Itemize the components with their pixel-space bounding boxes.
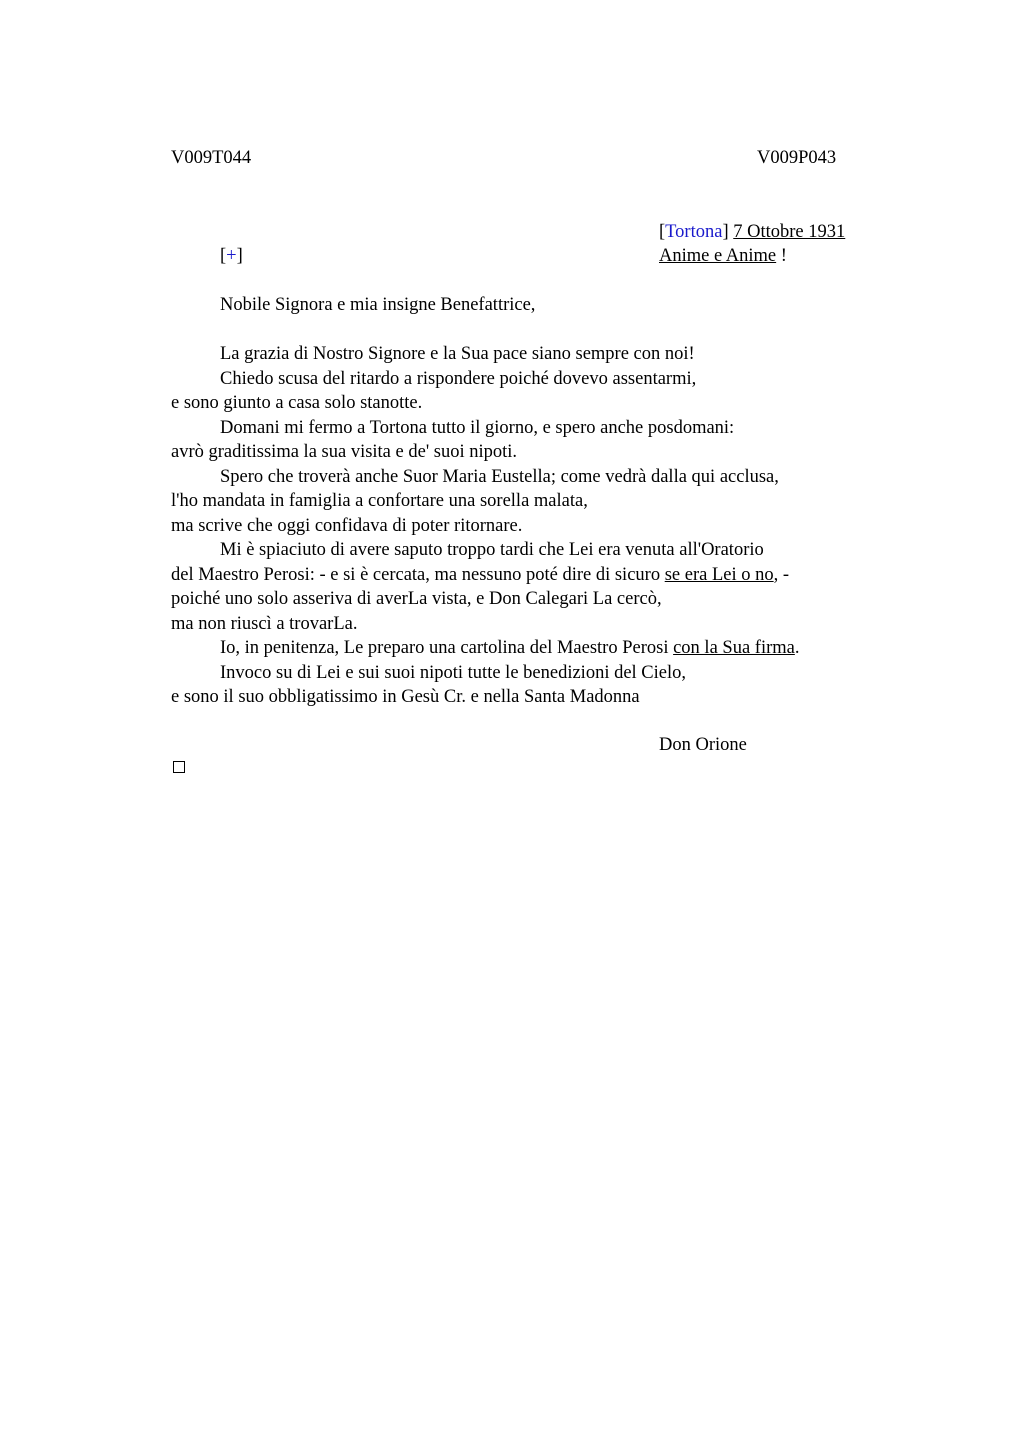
body-line: La grazia di Nostro Signore e la Sua pace siano sempre con noi! — [220, 344, 695, 364]
underlined-phrase: se era Lei o no — [664, 564, 774, 585]
body-line: ma non riuscì a trovarLa. — [171, 613, 358, 634]
body-line: Spero che troverà anche Suor Maria Eustella; come vedrà dalla qui acclusa, — [220, 466, 779, 487]
document-code-right: V009P043 — [757, 148, 837, 168]
body-line: e sono giunto a casa solo stanotte. — [171, 393, 423, 413]
place-link[interactable]: Tortona — [665, 222, 723, 242]
body-line — [171, 563, 891, 588]
cross-bracket-open: [ — [220, 246, 227, 266]
salutation: Nobile Signora e mia insigne Benefattrice, — [220, 295, 536, 315]
cross-bracket-close: ] — [236, 246, 243, 266]
underlined-phrase: con la Sua firma — [673, 638, 795, 658]
body-text-span: , - — [773, 564, 790, 585]
body-line: Invoco su di Lei e sui suoi nipoti tutte le benedizioni del Cielo, — [220, 662, 687, 683]
body-line: l'ho mandata in famiglia a confortare una sorella malata, — [171, 491, 588, 511]
body-line: avrò graditissima la sua visita e de' suoi nipoti. — [171, 442, 518, 462]
signature: Don Orione — [659, 735, 747, 755]
body-line: Domani mi fermo a Tortona tutto il giorno, e spero anche posdomani: — [220, 417, 735, 438]
motto-suffix: ! — [776, 246, 787, 266]
body-text-span: Io, in penitenza, Le preparo una cartolina del Maestro Perosi — [220, 638, 674, 658]
body-line: Chiedo scusa del ritardo a rispondere poiché dovevo assentarmi, — [220, 368, 697, 389]
bracket-close: ] — [722, 222, 729, 242]
body-line: ma scrive che oggi confidava di poter ritornare. — [171, 515, 523, 536]
bracket-open: [ — [659, 222, 666, 242]
document-code-left: V009T044 — [171, 148, 252, 168]
body-line: poiché uno solo asseriva di averLa vista, e Don Calegari La cercò, — [171, 589, 662, 609]
body-line — [171, 636, 891, 661]
square-marker-icon — [173, 761, 185, 773]
letter-body — [171, 342, 891, 710]
motto-line — [659, 244, 787, 269]
motto: Anime e Anime — [659, 246, 777, 266]
body-line: Mi è spiaciuto di avere saputo troppo tardi che Lei era venuta all'Oratorio — [220, 540, 764, 560]
place-date-line — [659, 220, 845, 245]
body-text-span: . — [794, 638, 800, 658]
body-text-span: del Maestro Perosi: - e si è cercata, ma nessuno poté dire di sicuro — [171, 564, 665, 585]
cross-link[interactable]: + — [226, 246, 237, 266]
letter-date: 7 Ottobre 1931 — [733, 222, 846, 242]
body-line: e sono il suo obbligatissimo in Gesù Cr. e nella Santa Madonna — [171, 687, 640, 707]
cross-marker — [220, 244, 243, 269]
